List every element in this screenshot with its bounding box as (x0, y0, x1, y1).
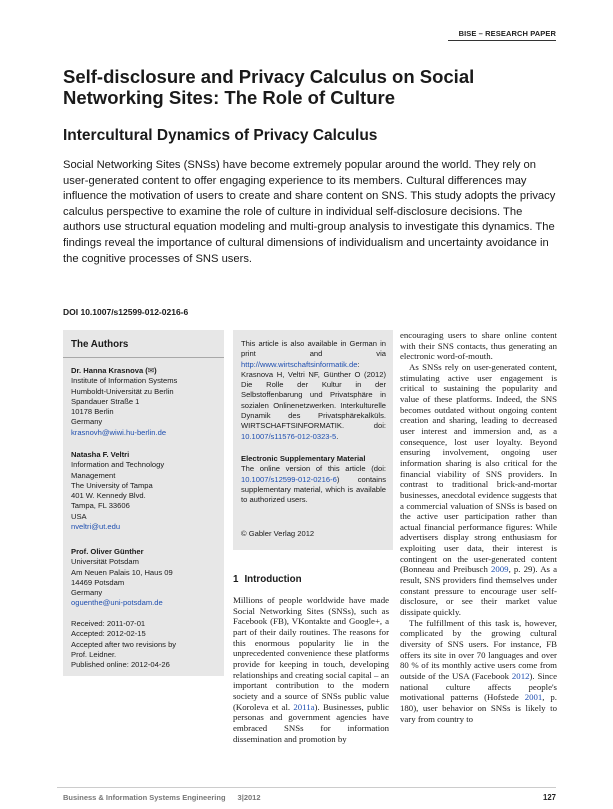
author-affiliation-line: 401 W. Kennedy Blvd. (71, 491, 146, 501)
author-name: Natasha F. Veltri (71, 450, 130, 459)
body-column-right (400, 330, 557, 724)
german-version-note (241, 339, 386, 442)
page-number: 127 (542, 793, 556, 802)
author-affiliation-line: Management (71, 470, 116, 480)
submission-dates (71, 619, 221, 670)
author-affiliation-line: Spandauer Straße 1 (71, 396, 140, 406)
wirtschaftsinformatik-link[interactable]: http://www.wirtschaftsinformatik.de (241, 359, 358, 369)
body-text: As SNSs rely on user-generated content, stimulating active user engagement is critical to sustaining the popularity and value of these platforms. Indeed, the SNS becomes outdated without ongoing content creation and sharing, leading to decreased user interest and immersion and, as a consequence, lost user loyalty. Beyond ensuring involvement, ongoing user information sharing is also critical for the financial viability of SNS providers. In contrast to traditional brick-and-mortar businesses, anecdotal evidence suggests that a commercial valuation of SNSs is based on the active user participation rather than actual financial performance figures: While advertisers display strong enthusiasm for exploiting user data, their interest is contingent on the user-generated content (Bonneau and Preibusch (400, 361, 557, 575)
authors-box (63, 330, 224, 676)
german-note-text: This article is also available in German in print and via (241, 339, 386, 359)
abstract: Social Networking Sites (SNSs) have become extremely popular around the world. They rely on user-generated content to offer engaging experience to its members. Cultural differences may influence the motivation of users to create and share content on SNS. This study adopts the privacy calculus perspective to examine the role of culture in individual self-disclosure decisions. The authors use structural equation modeling and multi-group analysis to investigate this dynamics. The findings reveal the importance of cultural dimensions of individualism and uncertainty avoidance in the cognitive processes of SNS users. (63, 159, 556, 265)
top-rule (448, 40, 556, 41)
author-affiliation-line: Germany (71, 588, 103, 598)
esm-doi-link[interactable]: 10.1007/s12599-012-0216-6 (241, 474, 337, 484)
introduction-paragraph (233, 595, 389, 744)
author-affiliation-line: Am Neuen Palais 10, Haus 09 (71, 567, 173, 577)
author-email-link[interactable]: oguenthe@uni-potsdam.de (71, 598, 163, 608)
section-number: 1 (233, 574, 239, 585)
article-subtitle: Intercultural Dynamics of Privacy Calculus (63, 127, 378, 144)
body-paragraph: encouraging users to share online content with their SNS contacts, thus generating an electronic word-of-mouth. (400, 330, 557, 362)
author-affiliation-line: 14469 Potsdam (71, 577, 125, 587)
date-line: Accepted: 2012-02-15 (71, 629, 146, 639)
german-note-text: . (336, 431, 339, 441)
date-line: Published online: 2012-04-26 (71, 660, 170, 670)
citation-link[interactable]: 2011a (293, 701, 315, 712)
author-affiliation-line: Humboldt-Universität zu Berlin (71, 386, 174, 396)
body-paragraph (400, 618, 557, 725)
author-name: Prof. Oliver Günther (71, 547, 144, 556)
section-title: Introduction (244, 574, 302, 585)
journal-name: Business & Information Systems Engineering (63, 793, 226, 802)
citation-link[interactable]: 2012 (511, 671, 530, 681)
author-email-link[interactable]: krasnovh@wiwi.hu-berlin.de (71, 427, 167, 437)
esm-note (241, 454, 386, 505)
body-text: , p. 180), user behavior on SNSs is likely to vary from country to (400, 692, 557, 724)
author-affiliation-line: Tampa, FL 33606 (71, 501, 130, 511)
author-guenther (71, 547, 221, 609)
author-krasnova (71, 366, 221, 438)
author-affiliation-line: Universität Potsdam (71, 557, 139, 567)
journal-issue: 3|2012 (237, 793, 261, 802)
article-doi: DOI 10.1007/s12599-012-0216-6 (63, 307, 189, 317)
esm-text: ) contains supplementary material, which is available to authorized users. (241, 474, 386, 505)
author-affiliation-line: Information and Technology (71, 460, 165, 470)
citation-link[interactable]: 2009 (490, 564, 509, 575)
date-line: Prof. Leidner. (71, 649, 117, 659)
author-affiliation-line: Institute of Information Systems (71, 376, 178, 386)
body-text: ). Since national culture affects people's motivational patterns (Hofstede (400, 671, 557, 703)
esm-heading: Electronic Supplementary Material (241, 454, 366, 463)
author-affiliation-line: 10178 Berlin (71, 407, 114, 417)
german-doi-link[interactable]: 10.1007/s11576-012-0323-5 (241, 431, 337, 441)
info-box (233, 330, 393, 550)
body-text: The fulfillment of this task is, however, complicated by the growing cultural diversity of SNS users. For instance, FB offers its site in over 70 languages and over 80 % of its monthly active users come from outside of the USA (Facebook (400, 617, 557, 681)
authors-divider (63, 357, 224, 358)
author-name: Dr. Hanna Krasnova (✉) (71, 366, 157, 375)
article-title: Self-disclosure and Privacy Calculus on Social Networking Sites: The Role of Culture (63, 66, 475, 108)
copyright: © Gabler Verlag 2012 (241, 529, 315, 538)
footer-rule (57, 787, 556, 788)
esm-text: The online version of this article (doi: (241, 464, 386, 474)
author-affiliation-line: USA (71, 511, 87, 521)
date-line: Accepted after two revisions by (71, 639, 177, 649)
author-affiliation-line: The University of Tampa (71, 480, 153, 490)
section-label: BISE – RESEARCH PAPER (458, 29, 556, 38)
date-line: Received: 2011-07-01 (71, 619, 146, 628)
author-email-link[interactable]: nveltri@ut.edu (71, 522, 121, 532)
body-text: ). Businesses, public personas and government agencies have embraced SNSs for information dissemination and promotion by (233, 701, 390, 744)
body-text: Millions of people worldwide have made Social Networking Sites (SNSs), such as Facebook (FB), VKontakte and Google+, a part of their daily routines. The reasons for this enormous popularity lie in the unprecedented convenience these platforms provide for keeping in touch, developing relationships and creating social capital – an important contribution to the modern society and a source of SNSs public value (Koroleva et al. (233, 595, 389, 712)
german-note-text: : Krasnova H, Veltri NF, Günther O (2012) Die Rolle der Kultur in der Selbstoffenbarung und Privatsphäre in sozialen Onlinenetzwerken. Interkulturelle Dynamik des Privatsphärekalküls. WIRTSCHAFTSINFORMATIK. doi: (241, 359, 386, 431)
author-affiliation-line: Germany (71, 417, 103, 427)
author-veltri (71, 450, 221, 532)
footer-journal (63, 793, 261, 802)
citation-link[interactable]: 2001 (524, 692, 543, 703)
authors-heading: The Authors (71, 339, 129, 350)
body-text: , p. 29). As a result, SNS providers find themselves under constant pressure to encourage user self-disclosure, or see their market value dissipate quickly. (400, 564, 557, 618)
introduction-heading (233, 574, 302, 585)
body-paragraph (400, 362, 557, 618)
